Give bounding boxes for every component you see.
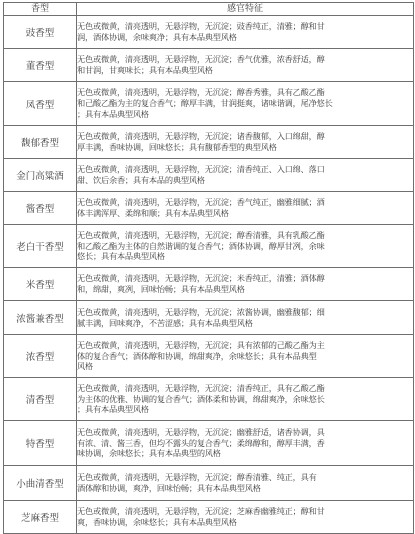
- table-body: [4, 16, 414, 534]
- table-row: [4, 192, 414, 225]
- description-line: 无色或微黄，清亮透明，无悬浮物，无沉淀；香气纯正，幽雅细腻；酒: [77, 197, 325, 208]
- description-line: 无色或微黄，清亮透明，无悬浮物，无沉淀；幽雅舒适，诸香协调，具: [77, 426, 325, 437]
- sensory-description-cell: [77, 225, 414, 268]
- table-header-row: [4, 3, 414, 16]
- header-sensory-features: 感官特征: [77, 3, 414, 16]
- description-line: 体的复合香气；酒体醇和协调，绵甜爽净，余味悠长；具有本品典型: [77, 350, 317, 361]
- table-row: [4, 126, 414, 159]
- description-line: 无色或微黄，清亮透明，无悬浮物，无沉淀；醇香秀雅，具有乙酸乙酯: [77, 87, 325, 98]
- table-row: [4, 82, 414, 126]
- description-line: 和乙酸乙酯为主体的自然谐调的复合香气；酒体协调，醇厚甘冽，余味: [77, 240, 325, 251]
- description-line: 爽，香味协调，余味悠长；具有本品典型风格: [77, 517, 237, 527]
- aroma-type-cell: 清香型: [4, 378, 77, 421]
- description-line: 酒体醇和协调，爽净，回味怡畅；具有本品典型风格: [77, 483, 261, 493]
- table-row: [4, 301, 414, 335]
- description-line: 无色或微黄，清亮透明，无悬浮物，无沉淀；香气优雅，浓香舒适，醇: [77, 54, 325, 65]
- sensory-description-cell: [77, 126, 414, 159]
- header-aroma-type: 香型: [4, 3, 77, 16]
- table-row: [4, 225, 414, 268]
- description-line: 悠长；具有本品典型风格: [77, 251, 165, 262]
- description-line: 无色或微黄，清亮透明，无悬浮物，无沉淀；清香纯正、入口绵、落口: [77, 164, 325, 175]
- aroma-type-cell: 浓酱兼香型: [4, 301, 77, 335]
- aroma-type-cell: 浓香型: [4, 335, 77, 378]
- description-line: 无色或微黄，清亮透明，无悬浮物，无沉淀；芝麻香幽雅纯正；醇和甘: [77, 506, 325, 517]
- aroma-type-cell: 酱香型: [4, 192, 77, 225]
- aroma-type-cell: 小曲清香型: [4, 466, 77, 501]
- description-line: 无色或微黄，清亮透明，无悬浮物，无沉淀；豉香纯正，清雅；醇和甘: [77, 21, 325, 32]
- aroma-type-cell: 金门高粱酒: [4, 159, 77, 192]
- description-line: 和己酸乙酯为主的复合香气；醇厚丰满，甘润挺爽，诸味谐调，尾净悠长: [77, 98, 333, 109]
- aroma-type-table-page: [3, 2, 413, 534]
- table-row: [4, 421, 414, 466]
- table-row: [4, 159, 414, 192]
- description-line: 无色或微黄，清亮透明，无悬浮物，无沉淀；浓酱协调，幽雅馥郁；细: [77, 306, 325, 317]
- sensory-description-cell: [77, 16, 414, 49]
- table-row: [4, 268, 414, 301]
- aroma-type-cell: 特香型: [4, 421, 77, 466]
- description-line: ；具有本品典型风格: [77, 108, 149, 119]
- description-line: 润，酒体协调，余味爽净；具有本品典型风格: [77, 32, 237, 42]
- sensory-description-cell: [77, 82, 414, 126]
- description-line: 无色或微黄，清亮透明，无悬浮物，无沉淀；清香纯正，具有乙酸乙酯: [77, 382, 325, 393]
- description-line: 厚丰满，香味协调，回味悠长；具有馥郁香型的典型风格: [77, 142, 277, 152]
- description-line: ；具有本品典型风格: [77, 404, 149, 415]
- description-line: 和，绵甜，爽冽，回味怡畅；具有本品典型风格: [77, 284, 245, 294]
- table-row: [4, 335, 414, 378]
- table-row: [4, 16, 414, 49]
- sensory-description-cell: [77, 421, 414, 466]
- sensory-description-cell: [77, 501, 414, 534]
- aroma-sensory-table: [3, 2, 414, 534]
- description-line: 为主体的优雅、协调的复合香气；酒体柔和协调，绵甜爽净，余味悠长: [77, 393, 325, 404]
- description-line: 无色或微黄，清亮透明，无悬浮物，无沉淀；醇香清雅，具有乳酸乙酯: [77, 229, 325, 240]
- description-line: 无色或微黄，清亮透明，无悬浮物，无沉淀；米香纯正，清雅；酒体醇: [77, 273, 325, 284]
- sensory-description-cell: [77, 335, 414, 378]
- table-row: [4, 466, 414, 501]
- description-line: 味协调，余味悠长；具有本品典型的风格: [77, 448, 221, 459]
- table-row: [4, 378, 414, 421]
- description-line: 无色或微黄，清亮透明，无悬浮物，无沉淀；醇香清雅、纯正，具有: [77, 472, 317, 483]
- aroma-type-cell: 凤香型: [4, 82, 77, 126]
- aroma-type-cell: 豉香型: [4, 16, 77, 49]
- sensory-description-cell: [77, 268, 414, 301]
- sensory-description-cell: [77, 466, 414, 501]
- description-line: 和甘润，甘爽味长；具有本品典型风格: [77, 65, 213, 75]
- sensory-description-cell: [77, 378, 414, 421]
- aroma-type-cell: 米香型: [4, 268, 77, 301]
- aroma-type-cell: 馥郁香型: [4, 126, 77, 159]
- description-line: 有浓、清、酱三香，但均不露头的复合香气；柔绵醇和，醇厚丰满，香: [77, 437, 325, 448]
- description-line: 无色或微黄，清亮透明，无悬浮物，无沉淀；具有浓郁的己酸乙酯为主: [77, 339, 325, 350]
- sensory-description-cell: [77, 192, 414, 225]
- description-line: 甜、饮后余香；具有本品的典型风格: [77, 175, 205, 185]
- description-line: 体丰满浑厚、柔绵和顺；具有本品典型风格: [77, 208, 229, 218]
- sensory-description-cell: [77, 49, 414, 82]
- description-line: 风格: [77, 361, 93, 372]
- aroma-type-cell: 芝麻香型: [4, 501, 77, 534]
- table-row: [4, 501, 414, 534]
- sensory-description-cell: [77, 301, 414, 335]
- aroma-type-cell: 老白干香型: [4, 225, 77, 268]
- description-line: 无色或微黄，清亮透明，无悬浮物，无沉淀；诸香馥郁，入口绵甜，醇: [77, 131, 325, 142]
- table-row: [4, 49, 414, 82]
- aroma-type-cell: 董香型: [4, 49, 77, 82]
- sensory-description-cell: [77, 159, 414, 192]
- description-line: 腻丰满，回味爽净，不苦涩感；具有本品典型风格: [77, 317, 253, 328]
